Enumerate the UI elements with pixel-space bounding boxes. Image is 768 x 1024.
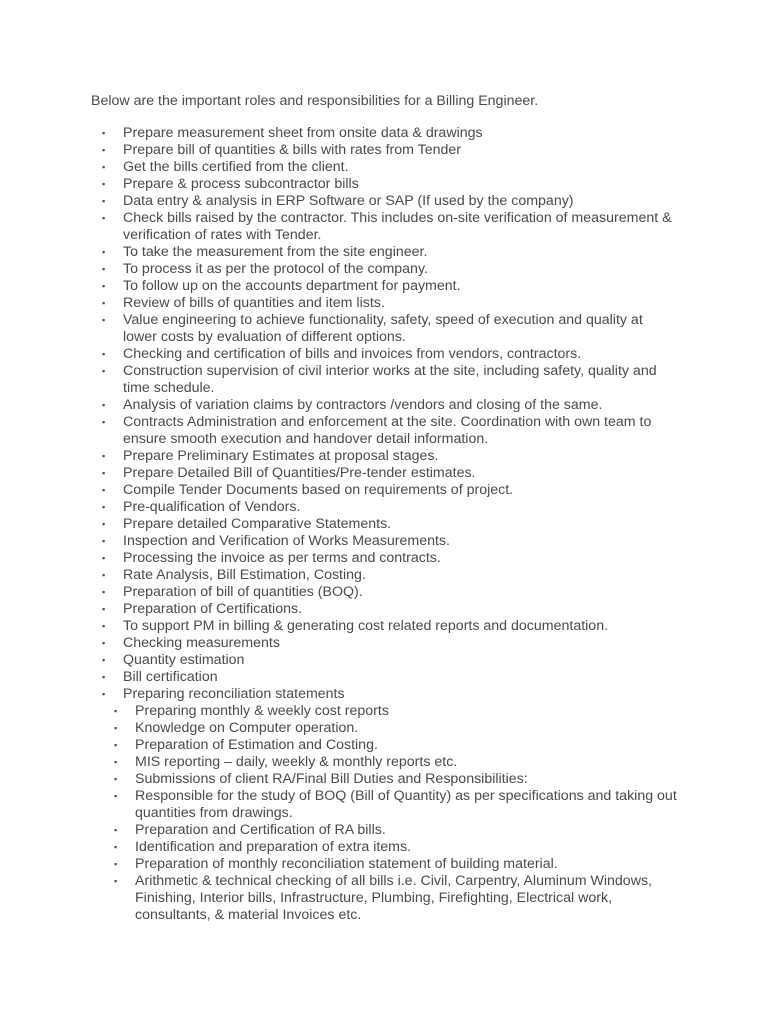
list-item-text: To support PM in billing & generating cost related reports and documentation.: [123, 618, 609, 634]
bullet-icon: ▪: [102, 281, 106, 291]
list-item-text: Responsible for the study of BOQ (Bill of Quantity) as per specifications and taking out quantities from drawings.: [135, 788, 677, 821]
list-item-text: Preparation of Estimation and Costing.: [135, 737, 378, 753]
list-item-text: Contracts Administration and enforcement at the site. Coordination with own team to ensure smooth execution and handover detail information.: [123, 414, 652, 447]
list-item: [0, 533, 768, 550]
list-item: [0, 210, 768, 244]
list-item: [0, 771, 768, 788]
list-item: [0, 703, 768, 720]
list-item-text: Rate Analysis, Bill Estimation, Costing.: [123, 567, 366, 583]
list-item: [0, 618, 768, 635]
list-item: [0, 397, 768, 414]
bullet-icon: ▪: [114, 774, 118, 784]
bullet-icon: ▪: [102, 519, 106, 529]
list-item-text: Value engineering to achieve functionality, safety, speed of execution and quality at lower costs by evaluation of different options.: [123, 312, 643, 345]
list-item-text: Checking measurements: [123, 635, 280, 651]
bullet-icon: ▪: [102, 570, 106, 580]
bullet-icon: ▪: [102, 264, 106, 274]
list-item: [0, 482, 768, 499]
bullet-icon: ▪: [102, 655, 106, 665]
bullet-icon: ▪: [102, 587, 106, 597]
list-item: [0, 567, 768, 584]
bullet-icon: ▪: [114, 740, 118, 750]
bullet-icon: ▪: [102, 145, 106, 155]
list-item-text: Knowledge on Computer operation.: [135, 720, 359, 736]
list-item-text: Preparing monthly & weekly cost reports: [135, 703, 389, 719]
list-item-text: Identification and preparation of extra items.: [135, 839, 412, 855]
list-item: [0, 516, 768, 533]
list-item: [0, 465, 768, 482]
bullet-icon: ▪: [102, 162, 106, 172]
bullet-icon: ▪: [114, 842, 118, 852]
bullet-icon: ▪: [102, 247, 106, 257]
bullet-icon: ▪: [102, 417, 106, 427]
bullet-icon: ▪: [102, 213, 106, 223]
bullet-icon: ▪: [102, 638, 106, 648]
list-item: [0, 839, 768, 856]
responsibilities-list: [0, 125, 768, 924]
list-item: [0, 873, 768, 924]
list-item: [0, 652, 768, 669]
list-item-text: Compile Tender Documents based on requirements of project.: [123, 482, 514, 498]
list-item-text: Preparation and Certification of RA bills.: [135, 822, 386, 838]
list-item: [0, 822, 768, 839]
list-item: [0, 159, 768, 176]
bullet-icon: ▪: [102, 451, 106, 461]
list-item-text: Preparation of monthly reconciliation statement of building material.: [135, 856, 558, 872]
list-item-text: Preparation of Certifications.: [123, 601, 303, 617]
list-item-text: Prepare bill of quantities & bills with rates from Tender: [123, 142, 462, 158]
list-item-text: Prepare Detailed Bill of Quantities/Pre-tender estimates.: [123, 465, 476, 481]
list-item-text: MIS reporting – daily, weekly & monthly reports etc.: [135, 754, 458, 770]
bullet-icon: ▪: [114, 791, 118, 801]
bullet-icon: ▪: [102, 502, 106, 512]
list-item: [0, 346, 768, 363]
list-item-text: Prepare measurement sheet from onsite data & drawings: [123, 125, 483, 141]
list-item-text: Bill certification: [123, 669, 218, 685]
bullet-icon: ▪: [102, 315, 106, 325]
bullet-icon: ▪: [102, 349, 106, 359]
list-item-text: Data entry & analysis in ERP Software or SAP (If used by the company): [123, 193, 574, 209]
list-item-text: Arithmetic & technical checking of all bills i.e. Civil, Carpentry, Aluminum Windows, Finishing, Interior bills, Infrastructure, Plumbing, Firefighting, Electrical work, consultants, & material Invoices etc.: [135, 873, 652, 923]
intro-paragraph: Below are the important roles and responsibilities for a Billing Engineer.: [91, 93, 539, 109]
bullet-icon: ▪: [102, 672, 106, 682]
list-item-text: To take the measurement from the site engineer.: [123, 244, 428, 260]
list-item: [0, 499, 768, 516]
bullet-icon: ▪: [102, 553, 106, 563]
list-item: [0, 584, 768, 601]
list-item: [0, 414, 768, 448]
bullet-icon: ▪: [102, 689, 106, 699]
list-item-text: Get the bills certified from the client.: [123, 159, 349, 175]
list-item: [0, 720, 768, 737]
list-item-text: Checking and certification of bills and invoices from vendors, contractors.: [123, 346, 582, 362]
list-item-text: Construction supervision of civil interior works at the site, including safety, quality and time schedule.: [123, 363, 657, 396]
list-item: [0, 295, 768, 312]
bullet-icon: ▪: [102, 179, 106, 189]
bullet-icon: ▪: [102, 621, 106, 631]
list-item-text: Submissions of client RA/Final Bill Duties and Responsibilities:: [135, 771, 528, 787]
list-item: [0, 363, 768, 397]
list-item: [0, 754, 768, 771]
list-item-text: Inspection and Verification of Works Measurements.: [123, 533, 450, 549]
list-item: [0, 601, 768, 618]
list-item-text: Quantity estimation: [123, 652, 245, 668]
list-item-text: Review of bills of quantities and item lists.: [123, 295, 385, 311]
list-item: [0, 788, 768, 822]
list-item-text: To follow up on the accounts department for payment.: [123, 278, 461, 294]
bullet-icon: ▪: [114, 723, 118, 733]
list-item-text: Check bills raised by the contractor. This includes on-site verification of measurement & verification of rates with Tender.: [123, 210, 672, 243]
list-item: [0, 278, 768, 295]
list-item: [0, 448, 768, 465]
bullet-icon: ▪: [102, 604, 106, 614]
list-item-text: Prepare Preliminary Estimates at proposal stages.: [123, 448, 439, 464]
list-item-text: Preparation of bill of quantities (BOQ).: [123, 584, 363, 600]
list-item: [0, 856, 768, 873]
list-item: [0, 669, 768, 686]
bullet-icon: ▪: [102, 298, 106, 308]
bullet-icon: ▪: [102, 366, 106, 376]
bullet-icon: ▪: [102, 400, 106, 410]
list-item: [0, 312, 768, 346]
bullet-icon: ▪: [102, 128, 106, 138]
list-item: [0, 193, 768, 210]
list-item: [0, 244, 768, 261]
list-item: [0, 125, 768, 142]
list-item-text: Preparing reconciliation statements: [123, 686, 345, 702]
list-item: [0, 176, 768, 193]
list-item: [0, 737, 768, 754]
bullet-icon: ▪: [102, 196, 106, 206]
list-item-text: Pre-qualification of Vendors.: [123, 499, 301, 515]
list-item-text: Prepare & process subcontractor bills: [123, 176, 359, 192]
bullet-icon: ▪: [114, 825, 118, 835]
list-item-text: To process it as per the protocol of the company.: [123, 261, 428, 277]
list-item: [0, 261, 768, 278]
list-item: [0, 686, 768, 703]
bullet-icon: ▪: [114, 859, 118, 869]
list-item: [0, 550, 768, 567]
bullet-icon: ▪: [102, 536, 106, 546]
bullet-icon: ▪: [102, 485, 106, 495]
bullet-icon: ▪: [114, 876, 118, 886]
list-item-text: Analysis of variation claims by contractors /vendors and closing of the same.: [123, 397, 603, 413]
list-item-text: Processing the invoice as per terms and contracts.: [123, 550, 441, 566]
bullet-icon: ▪: [114, 757, 118, 767]
bullet-icon: ▪: [102, 468, 106, 478]
list-item-text: Prepare detailed Comparative Statements.: [123, 516, 392, 532]
list-item: [0, 142, 768, 159]
list-item: [0, 635, 768, 652]
bullet-icon: ▪: [114, 706, 118, 716]
